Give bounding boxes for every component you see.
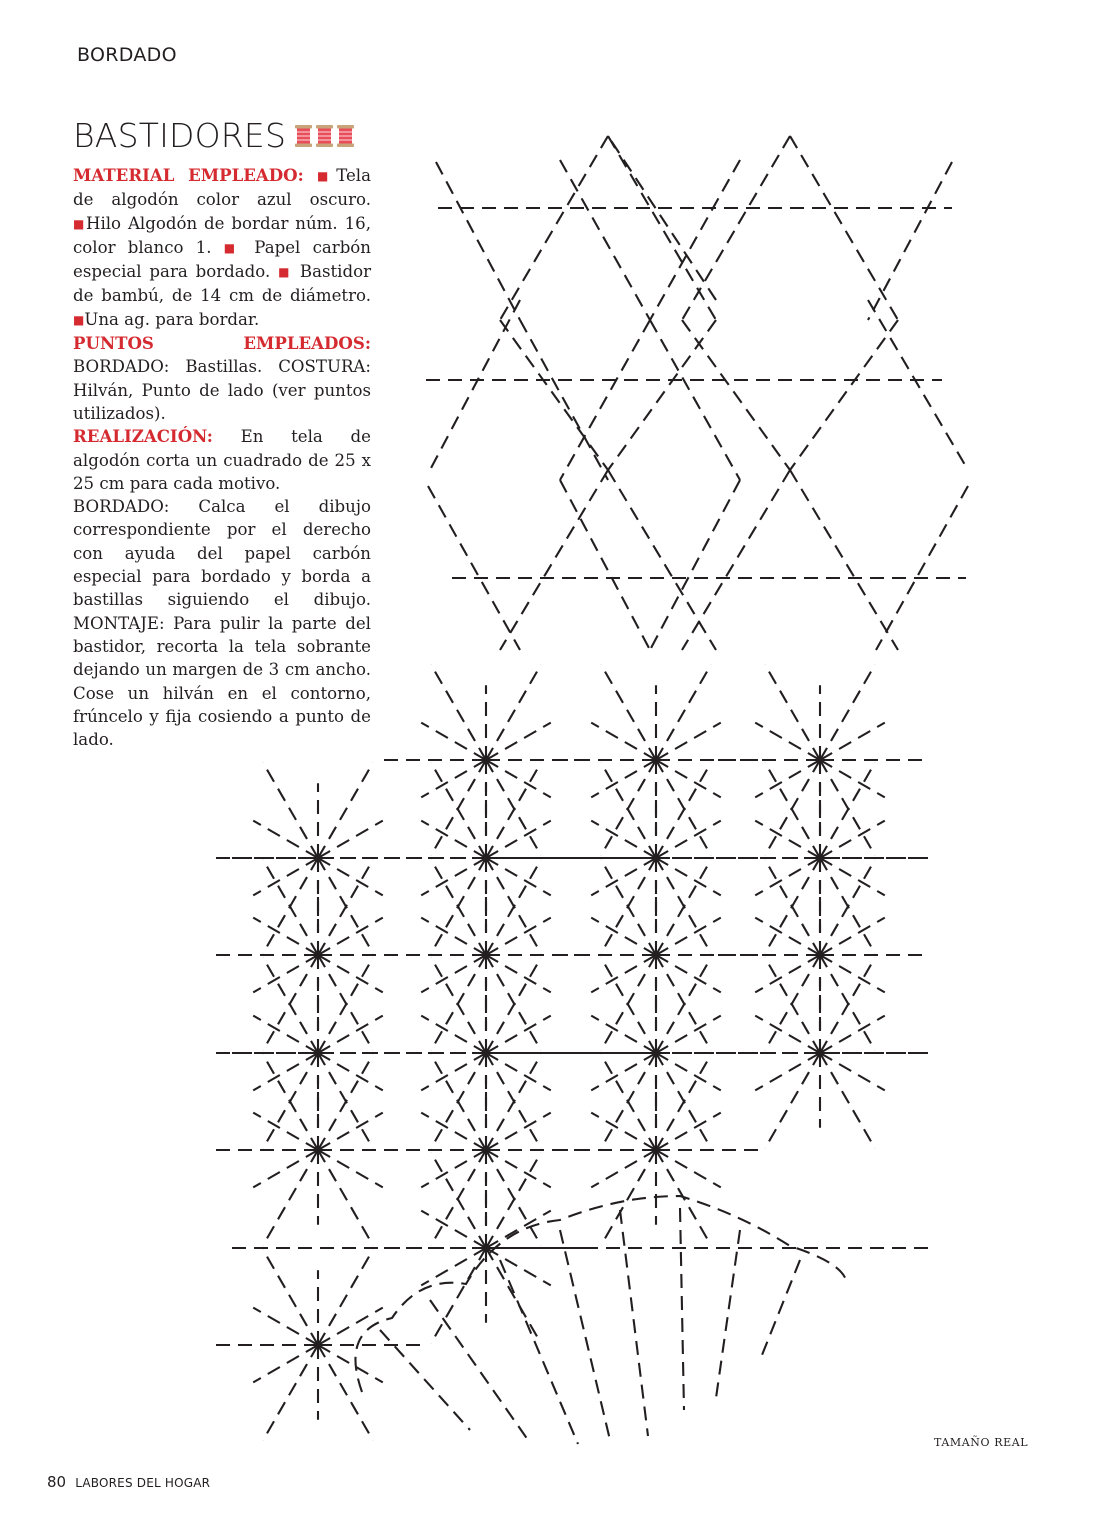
stitch-line-radial [820,760,885,797]
stitch-line-diagonal [500,320,608,470]
material-item: Papel carbón especial para bordado. [73,237,371,282]
stitch-line-radial [318,1016,383,1053]
page-title: BASTIDORES [73,116,287,155]
stitch-line-radial [601,665,656,760]
stitch-line-radial [591,723,656,760]
stitch-line-radial [820,1053,885,1090]
stitch-line-radial [755,723,820,760]
stitch-line-diagonal [790,470,898,650]
stitch-line-radial [486,1016,551,1053]
stitch-line-radial [421,955,486,992]
stitch-line-radial [421,1016,486,1053]
stitch-line-radial [755,858,820,895]
stitch-line-radial [656,723,721,760]
stitch-line-radial [318,858,383,895]
stitch-line-radial [318,955,383,992]
stitch-line-radial [421,1053,486,1090]
stitch-line-radial [656,760,721,797]
stitch-line-curved [355,1196,846,1392]
stitch-line-radial [820,1053,875,1148]
stitch-line-radial [318,1345,383,1382]
stitch-line-radial [421,1113,486,1150]
stitch-line-radial [253,955,318,992]
stitch-line-rib [430,1300,528,1440]
stitch-line-radial [591,1150,656,1187]
bullet-square-icon: ■ [223,240,243,255]
stitch-line-radial [421,918,486,955]
stitch-line-diagonal [608,470,716,650]
stitch-line-radial [318,821,383,858]
stitch-line-radial [253,858,318,895]
stitch-line-radial [318,1345,373,1440]
stitch-line-diagonal [428,486,520,650]
stitch-line-radial [656,1150,721,1187]
puntos-costura: COSTURA: Hilván, [73,357,372,400]
stitch-line-radial [591,918,656,955]
puntos-bastillas: Bastillas. [185,357,263,377]
stitch-line-diagonal [790,320,898,470]
material-item: Una ag. para bordar. [84,309,260,329]
stitch-line-radial [318,1250,373,1345]
stitch-line-diagonal [560,480,650,650]
stitch-line-radial [591,821,656,858]
stitch-line-radial [421,760,486,797]
stitch-line-radial [486,723,551,760]
stitch-line-radial [656,858,721,895]
stitch-line-diagonal [500,470,608,650]
stitch-line-radial [486,1150,551,1187]
stitch-line-diagonal [682,320,790,470]
stitch-line-radial [820,723,885,760]
stitch-line-radial [431,665,486,760]
stitch-line-radial [318,1150,373,1245]
stitch-line-diagonal [868,162,952,320]
stitch-line-rib [716,1230,740,1398]
stitch-line-radial [591,955,656,992]
stitch-line-radial [486,1248,541,1343]
stitch-line-radial [656,1016,721,1053]
stitch-line-radial [820,955,885,992]
stitch-line-radial [765,665,820,760]
stitch-line-diagonal [650,320,740,480]
stitch-line-radial [486,1053,551,1090]
stitch-line-radial [656,1113,721,1150]
stitch-line-radial [263,763,318,858]
stitch-line-radial [591,1016,656,1053]
page-footer [47,1472,210,1491]
stitch-line-radial [591,858,656,895]
stitch-line-diagonal [560,320,650,480]
stitch-line-radial [820,858,885,895]
realizacion-label: REALIZACIÓN: [73,426,213,447]
bullet-square-icon: ■ [316,169,337,183]
stitch-line-radial [421,1211,486,1248]
stitch-line-radial [253,1053,318,1090]
material-item: Tela de algodón color azul oscuro. [73,166,372,210]
section-label: BORDADO [77,44,177,66]
stitch-line-radial [421,723,486,760]
stitch-line-radial [318,1053,383,1090]
material-item: Bastidor de bambú, de 14 cm de diámetro. [73,262,371,306]
bottom-asanoha-pattern [208,665,934,1444]
stitch-line-diagonal [430,300,520,470]
stitch-line-radial [421,821,486,858]
stitch-line-rib [560,1230,610,1440]
stitch-line-radial [755,918,820,955]
stitch-line-radial [431,1248,486,1343]
stitch-line-radial [591,1113,656,1150]
stitch-line-radial [486,665,541,760]
stitch-line-diagonal [868,300,968,470]
stitch-line-radial [591,1053,656,1090]
stitch-line-radial [253,821,318,858]
stitch-line-radial [755,955,820,992]
stitch-line-rib [680,1208,684,1410]
stitch-line-radial [755,760,820,797]
puntos-lado: Punto de lado [141,380,264,400]
stitch-line-radial [318,763,373,858]
stitch-line-radial [318,918,383,955]
stitch-line-radial [755,1053,820,1090]
stitch-line-radial [486,760,551,797]
stitch-line-radial [253,1308,318,1345]
stitch-line-radial [253,1113,318,1150]
stitch-line-radial [486,1248,551,1285]
stitch-line-radial [263,1150,318,1245]
stitch-line-radial [486,1113,551,1150]
material-item: Hilo Algodón de bordar núm. 16, color blanco 1. [73,213,371,257]
bullet-square-icon: ■ [73,216,86,231]
page-number: 80 [47,1473,67,1491]
stitch-line-radial [486,955,551,992]
stitch-line-diagonal [876,486,968,650]
stitch-line-diagonal [650,480,740,650]
stitch-line-radial [656,918,721,955]
realizacion-text: En tela de algodón corta un cuadrado de 25 x 25 cm para cada motivo. [73,427,371,493]
stitch-line-radial [253,1150,318,1187]
stitch-line-radial [656,821,721,858]
stitch-line-diagonal [500,136,608,320]
stitch-line-radial [820,665,875,760]
stitch-line-radial [820,918,885,955]
stitch-line-radial [656,1053,721,1090]
stitch-line-rib [760,1260,800,1360]
puntos-bordado: BORDADO: [73,357,170,377]
stitch-line-radial [253,1016,318,1053]
stitch-line-radial [656,665,711,760]
stitch-line-diagonal [790,136,898,320]
stitch-line-radial [601,1150,656,1245]
stitch-line-radial [486,918,551,955]
stitch-line-diagonal [608,136,716,320]
stitch-line-radial [755,821,820,858]
stitch-line-radial [765,1053,820,1148]
magazine-name: LABORES DEL HOGAR [75,1476,211,1490]
stitch-line-radial [421,858,486,895]
montaje-text: MONTAJE: Para pulir la parte del bastidor, recorta la tela sobrante dejando un margen de 3 cm ancho. Cose un hilván en el contorno, frúncelo y fija cosiendo a punto de lado. [73,613,371,750]
stitch-line-radial [318,1113,383,1150]
stitch-line-diagonal [436,162,520,320]
stitch-line-diagonal [520,320,608,480]
stitch-line-radial [591,760,656,797]
stitch-line-radial [656,955,721,992]
puntos-label: PUNTOS EMPLEADOS: [73,333,371,354]
stitch-line-radial [486,858,551,895]
bordado-text: BORDADO: Calca el dibujo correspondiente por el derecho con ayuda del papel carbón especial para bordado y borda a bastillas siguiendo el dibujo. [73,497,371,610]
stitch-line-radial [318,1150,383,1187]
stitch-line-radial [486,1211,551,1248]
actual-size-note: TAMAÑO REAL [934,1436,1029,1449]
stitch-line-rib [620,1210,648,1436]
stitch-line-radial [820,821,885,858]
stitch-line-radial [421,1150,486,1187]
stitch-line-radial [263,1250,318,1345]
bullet-square-icon: ■ [278,265,293,280]
top-star-pattern [426,136,968,650]
stitch-line-radial [263,1345,318,1440]
stitch-line-radial [755,1016,820,1053]
material-label: MATERIAL EMPLEADO: [73,165,304,185]
stitch-line-diagonal [682,136,790,320]
stitch-line-radial [820,1016,885,1053]
stitch-line-radial [486,821,551,858]
bullet-square-icon: ■ [73,312,85,327]
puntos-ver: (ver puntos utilizados). [73,380,372,423]
stitch-line-radial [253,1345,318,1382]
stitch-line-radial [253,918,318,955]
